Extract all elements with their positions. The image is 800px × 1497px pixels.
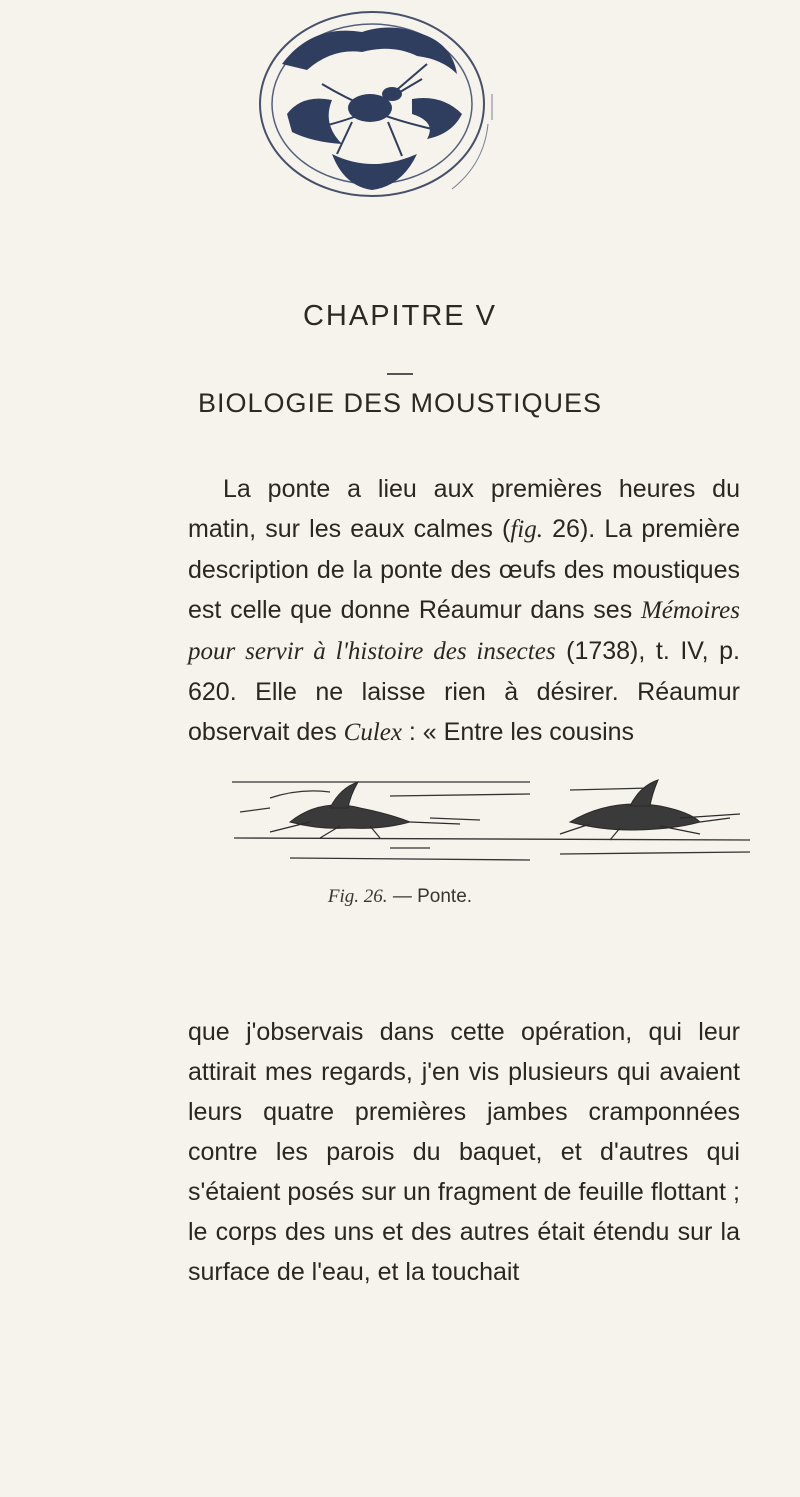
- mosquito-egg-laying-icon: [230, 778, 762, 868]
- heading-divider: [387, 373, 413, 375]
- figure-caption-text: — Ponte.: [387, 886, 473, 907]
- paragraph-2-text: que j'observais dans cette opération, qui leur attirait mes regards, j'en vis plusieurs qui avaient leurs quatre premières jambes cramponnées contre les parois du baquet, et d'autres qui s'étaient posés sur un fragment de feuille flottant ; le corps des uns et des autres était étendu sur la surface de l'eau, et la touchait: [188, 1018, 740, 1286]
- book-title: Mémoires pour servir à l'histoire des insectes: [188, 597, 740, 665]
- figure-number: Fig. 26.: [327, 886, 388, 907]
- chapter-heading: CHAPITRE V: [302, 300, 498, 332]
- paragraph-2: [188, 1012, 740, 1292]
- paragraph-1-part-4: : « Entre les cousins: [401, 718, 635, 746]
- paragraph-1: [188, 469, 740, 753]
- figure-caption: [0, 886, 800, 908]
- paragraph-1-part-3: (1738), t. IV, p. 620. Elle ne laisse rien à désirer. Réaumur observait des: [188, 637, 740, 746]
- paragraph-1-text: [188, 469, 740, 753]
- paragraph-1-part-1: La ponte a lieu aux premières heures du matin, sur les eaux calmes (: [188, 475, 740, 543]
- mosquito-vignette-icon: [252, 4, 524, 214]
- section-title: BIOLOGIE DES MOUSTIQUES: [197, 388, 603, 418]
- genus-name: Culex: [343, 719, 402, 746]
- fig-reference: fig.: [510, 516, 543, 543]
- paragraph-1-part-2: 26). La première description de la ponte des œufs des moustiques est celle que donne Réaumur dans ses: [188, 515, 740, 624]
